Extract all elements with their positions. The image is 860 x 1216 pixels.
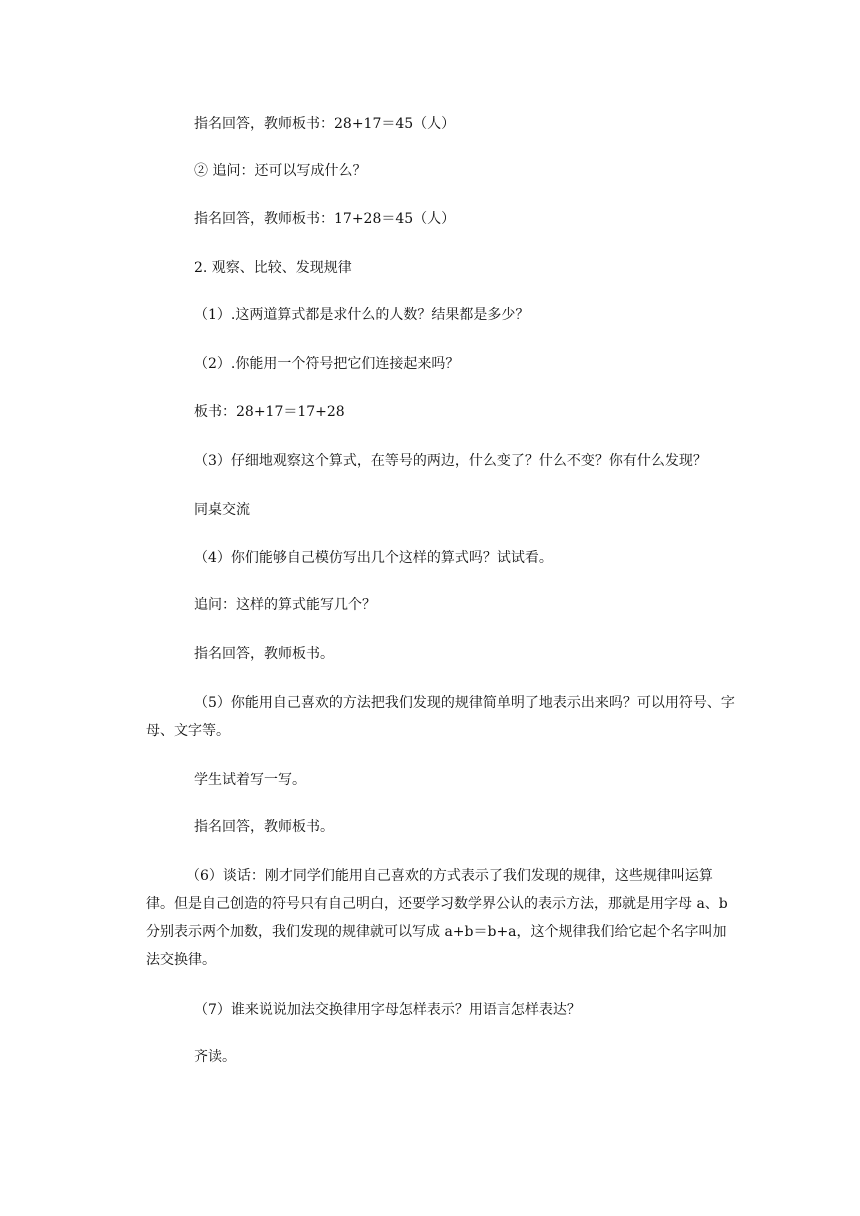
paragraph-13: （5）你能用自己喜欢的方法把我们发现的规律简单明了地表示出来吗？可以用符号、字母、文字等。 bbox=[146, 695, 735, 739]
paragraph-3: 指名回答，教师板书：17+28＝45（人） bbox=[194, 211, 456, 227]
paragraph-5: （1）.这两道算式都是求什么的人数？结果都是多少？ bbox=[194, 307, 530, 323]
paragraph-14: 学生试着写一写。 bbox=[194, 772, 306, 788]
paragraph-17: （7）谁来说说加法交换律用字母怎样表示？用语言怎样表达？ bbox=[194, 1002, 581, 1018]
paragraph-1: 指名回答，教师板书：28+17＝45（人） bbox=[194, 116, 456, 132]
paragraph-15: 指名回答，教师板书。 bbox=[194, 819, 334, 835]
paragraph-9: 同桌交流 bbox=[194, 502, 250, 518]
paragraph-7: 板书：28+17＝17+28 bbox=[194, 404, 345, 420]
paragraph-2: ② 追问：还可以写成什么？ bbox=[194, 163, 367, 179]
paragraph-8: （3）仔细地观察这个算式，在等号的两边，什么变了？什么不变？你有什么发现？ bbox=[194, 453, 707, 469]
paragraph-18: 齐读。 bbox=[194, 1049, 236, 1065]
paragraph-12: 指名回答，教师板书。 bbox=[194, 646, 334, 662]
paragraph-16: （6）谈话：刚才同学们能用自己喜欢的方式表示了我们发现的规律，这些规律叫运算律。但是自己创造的符号只有自己明白，还要学习数学界公认的表示方法，那就是用字母 a、b 分别表示两个加数，我们发现的规律就可以写成 a+b＝b+a，这个规律我们给它起个名字叫加法交换律。 bbox=[146, 868, 728, 968]
paragraph-6: （2）.你能用一个符号把它们连接起来吗？ bbox=[194, 356, 460, 372]
paragraph-11: 追问：这样的算式能写几个？ bbox=[194, 597, 376, 613]
section-heading: 2. 观察、比较、发现规律 bbox=[194, 260, 352, 276]
paragraph-10: （4）你们能够自己模仿写出几个这样的算式吗？试试看。 bbox=[194, 550, 553, 566]
